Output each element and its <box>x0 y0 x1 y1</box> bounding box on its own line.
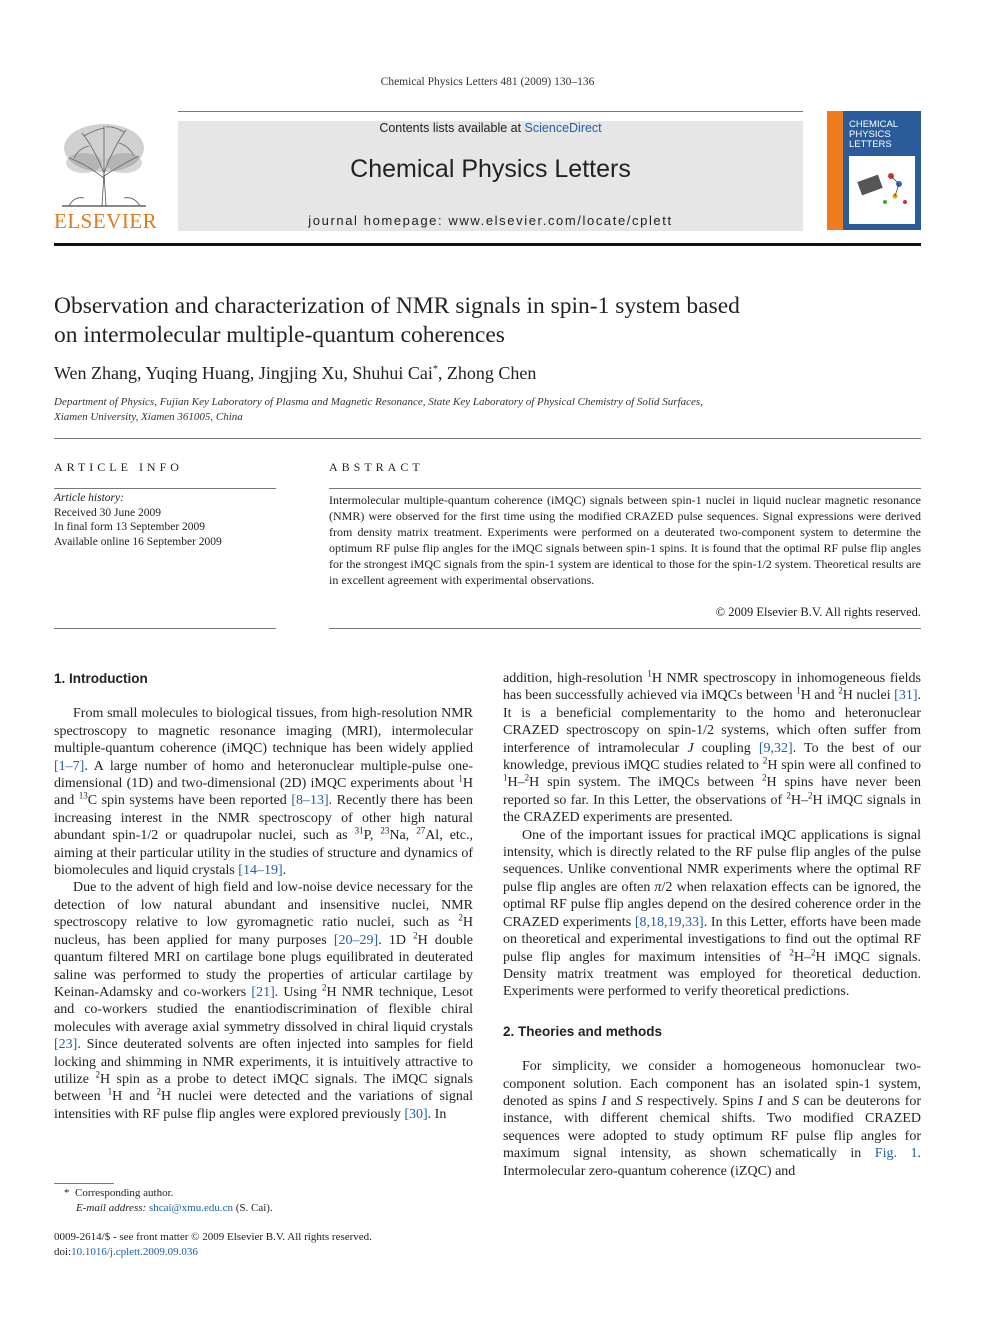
received-date: Received 30 June 2009 <box>54 506 161 519</box>
email-label: E-mail address: <box>76 1201 147 1214</box>
article-info-bottom-rule <box>54 628 276 629</box>
affiliation-rule <box>54 438 921 439</box>
citation-link[interactable]: [23] <box>54 1037 78 1053</box>
email-link[interactable]: shcai@xmu.edu.cn <box>148 1201 233 1214</box>
affiliation-line-2: Xiamen University, Xiamen 361005, China <box>54 411 243 423</box>
email-tail: (S. Cai). <box>235 1201 273 1214</box>
affiliation <box>54 395 914 425</box>
journal-title: Chemical Physics Letters <box>350 155 631 183</box>
doi-prefix: doi: <box>54 1245 72 1258</box>
footnote-star: * <box>64 1187 70 1199</box>
intro-paragraph-2-cont: addition, high-resolution $^1$H NMR spectroscopy in inhomogeneous fields has been successfully achieved via iMQCs between $^1$H and $^2$H nuclei [31]. It is a beneficial complementarity to the homo and heteronuclear CRAZED spectroscopy on spin-1/2 systems, which often suffer from interference of intramolecular J coupling [9,32]. To the best of our knowledge, previous iMQC studies related to $^2$H spin were all confined to $^1$H–$^2$H spin system. The iMQCs between $^2$H spins have never been reported so far. In this Letter, the observations of $^2$H–$^2$H iMQC signals in the CRAZED experiments are presented. <box>503 668 921 826</box>
figure-link[interactable]: Fig. 1 <box>874 1146 918 1162</box>
abstract-rule <box>329 488 921 489</box>
masthead-rule <box>54 243 921 246</box>
body-left-column <box>54 670 473 1123</box>
elsevier-wordmark: ELSEVIER <box>54 209 158 233</box>
abstract-heading: ABSTRACT <box>329 460 424 474</box>
affiliation-line-1: Department of Physics, Fujian Key Laboratory of Plasma and Magnetic Resonance, State Key Laboratory of Physical Chemistry of Solid Surfaces, <box>54 396 703 408</box>
citation-link[interactable]: [31] <box>894 688 918 704</box>
intro-paragraph-2: Due to the advent of high field and low-noise device necessary for the detection of low natural abundant and insensitive nuclei, NMR spectroscopy relative to low gyromagnetic ratio nuclei, such as $^2$H nucleus, has been applied for many purposes [20–29]. 1D $^2$H double quantum filtered MRI on cartilage bone plugs equilibrated in deuterated saline was performed to study the properties of articular cartilage by Keinan-Adamsky and co-workers [21]. Using $^2$H NMR technique, Lesot and co-workers studied the enantiodiscrimination of flexible chiral molecules with average axial symmetry dissolved in chiral liquid crystals [23]. Since deuterated solvents are often injected into samples for field locking and shimming in NMR experiments, it is intuitively attractive to utilize $^2$H spin as a probe to detect iMQC signals. The iMQC signals between $^1$H and $^2$H nuclei were detected and the variations of signal intensities with RF pulse flip angles were explored previously [30]. In <box>54 880 473 1122</box>
theory-heading: 2. Theories and methods <box>503 1023 663 1039</box>
corresponding-note <box>54 1186 474 1201</box>
title-line-1: Observation and characterization of NMR signals in spin-1 system based <box>54 293 740 319</box>
running-head: Chemical Physics Letters 481 (2009) 130–136 <box>380 76 595 88</box>
corresponding-label: Corresponding author. <box>75 1187 174 1199</box>
footnote <box>54 1186 474 1215</box>
header-rule <box>178 111 803 112</box>
online-date: Available online 16 September 2009 <box>54 535 222 548</box>
article-info-heading: ARTICLE INFO <box>54 460 183 474</box>
citation-link[interactable]: [8–13] <box>291 793 329 809</box>
author-list <box>54 363 914 384</box>
abstract-text: Intermolecular multiple-quantum coherence (iMQC) signals between spin-1 nuclei in liquid nuclear magnetic resonance (NMR) were observed for the first time using the modified CRAZED pulse sequences. Signal expressions were derived from density matrix treatment. Experiments were performed on a deuterated two-component system to determine the optimum RF pulse flip angles for the iMQC signals between spin-1 spins. It is found that the optimal RF pulse flip angles for the strongest iMQC signals from the spin-1 system are identical to those for the spin-1/2 system. Theoretical results are in excellent agreement with experimental observations. <box>329 493 921 587</box>
cover-artwork-graphic <box>849 156 915 224</box>
cover-artwork <box>849 156 915 224</box>
body-right-column <box>503 670 921 1180</box>
article-title <box>54 292 914 350</box>
email-note <box>54 1201 474 1216</box>
issn-block <box>54 1230 474 1259</box>
abstract-bottom-rule <box>329 628 921 629</box>
article-history <box>54 491 276 549</box>
abstract-copyright: © 2009 Elsevier B.V. All rights reserved. <box>715 605 921 619</box>
authors-main: Wen Zhang, Yuqing Huang, Jingjing Xu, Shuhui Cai <box>54 363 433 383</box>
citation-link[interactable]: [14–19] <box>238 863 283 879</box>
doi-link[interactable]: 10.1016/j.cplett.2009.09.036 <box>71 1245 198 1258</box>
contents-line <box>178 121 803 135</box>
cover-title: CHEMICAL PHYSICS LETTERS <box>849 119 898 150</box>
article-info-rule <box>54 488 276 489</box>
cover-strip <box>827 111 843 230</box>
authors-tail: , Zhong Chen <box>437 363 537 383</box>
doi-line <box>54 1245 474 1260</box>
journal-homepage[interactable]: journal homepage: www.elsevier.com/locate/cplett <box>308 213 673 228</box>
sciencedirect-link[interactable]: ScienceDirect <box>524 121 602 135</box>
citation-link[interactable]: [20–29] <box>333 932 379 948</box>
contents-prefix: Contents lists available at <box>379 121 525 135</box>
intro-heading: 1. Introduction <box>54 671 148 686</box>
intro-paragraph-1: From small molecules to biological tissues, from high-resolution NMR spectroscopy to magnetic resonance imaging (MRI), intermolecular multiple-quantum coherence (iMQC) technique has been widely applied [1–7]. A large number of homo and heteronuclear multiple-pulse one-dimensional (1D) and two-dimensional (2D) iMQC experiments about $^1$H and $^{13}$C spin systems have been reported [8–13]. Recently there has been increasing interest in the NMR spectroscopy of other high natural abundant spin-1/2 or quadrupolar nuclei, such as $^{31}$P, $^{23}$Na, $^{27}$Al, etc., aiming at their particular utility in the studies of structure and dynamics of biomolecules and liquid crystals [14–19]. <box>54 706 474 879</box>
corresponding-mark[interactable]: * <box>432 364 438 375</box>
citation-link[interactable]: [1–7] <box>54 758 85 774</box>
front-matter-line: 0009-2614/$ - see front matter © 2009 Elsevier B.V. All rights reserved. <box>54 1231 372 1243</box>
journal-cover-image[interactable] <box>827 111 921 230</box>
citation-link[interactable]: [21] <box>251 984 275 1000</box>
theory-paragraph-1: For simplicity, we consider a homogeneous homonuclear two-component solution. Each component has an isolated spin-1 system, denoted as spins I and S respectively. Spins I and S can be deuterons for instance, with different chemical shifts. Two modified CRAZED sequences were adopted to study optimum RF pulse flip angles for maximum signal intensity, as shown schematically in Fig. 1. Intermolecular zero-quantum coherence (iZQC) and <box>503 1059 922 1179</box>
citation-link[interactable]: [30] <box>404 1106 428 1122</box>
revised-date: In final form 13 September 2009 <box>54 521 206 533</box>
title-line-2: on intermolecular multiple-quantum coherences <box>54 322 505 348</box>
history-label: Article history: <box>54 492 124 504</box>
citation-link[interactable]: [8,18,19,33] <box>634 914 704 930</box>
citation-link[interactable]: [9,32] <box>758 740 793 756</box>
footnote-rule <box>54 1183 114 1184</box>
intro-paragraph-3: One of the important issues for practical iMQC applications is signal intensity, which is directly related to the RF pulse flip angles of the pulse sequences. Unlike conventional NMR experiments where the optimal RF pulse flip angles are often π/2 when relaxation effects can be ignored, the optimal RF pulse flip angles depend on the desired coherence order in the CRAZED experiments [8,18,19,33]. In this Letter, efforts have been made on theoretical and experimental investigations to find out the optimal RF pulse flip angles for maximum intensities of $^2$H–$^2$H iMQC signals. Density matrix treatment was employed for theoretical deduction. Experiments were performed to verify theoretical predictions. <box>503 827 921 1000</box>
